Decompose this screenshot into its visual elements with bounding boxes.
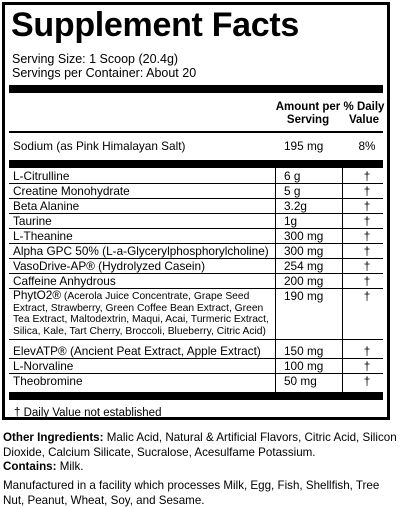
ingredient-row	[9, 344, 383, 359]
ingredient-dv: †	[363, 374, 371, 388]
ingredient-amount: 300 mg	[284, 244, 324, 258]
ingredient-row	[9, 199, 383, 214]
ingredient-row	[9, 359, 383, 374]
panel-title: Supplement Facts	[11, 6, 300, 44]
ingredient-name: L-Theanine	[13, 229, 73, 243]
ingredient-dv: †	[363, 184, 371, 198]
ingredient-name: Caffeine Anhydrous	[13, 274, 116, 288]
ingredient-dv: †	[363, 344, 371, 358]
ingredient-amount: 6 g	[284, 169, 301, 183]
ingredient-name: Alpha GPC 50% (L-a-Glycerylphosphorylcholine)	[13, 244, 269, 258]
ingredient-dv: †	[363, 359, 371, 373]
ingredient-dv: †	[363, 274, 371, 288]
ingredient-row	[9, 274, 383, 289]
ingredient-amount: 190 mg	[284, 289, 324, 303]
other-ingredients-label: Other Ingredients:	[3, 431, 104, 444]
thick-rule	[9, 85, 383, 93]
ingredient-name: VasoDrive-AP® (Hydrolyzed Casein)	[13, 259, 206, 273]
ingredient-dv: †	[363, 244, 371, 258]
supplement-facts-panel	[2, 2, 390, 420]
ingredient-row	[9, 244, 383, 259]
ingredient-row	[9, 229, 383, 244]
ingredient-name: L-Citrulline	[13, 169, 70, 183]
ingredient-amount: 3.2g	[284, 199, 307, 213]
ingredient-amount: 300 mg	[284, 229, 324, 243]
sodium-row	[9, 139, 383, 155]
other-ingredients	[3, 430, 398, 460]
ingredient-name: ElevATP® (Ancient Peat Extract, Apple Extract)	[13, 344, 261, 358]
ingredient-row	[9, 214, 383, 229]
nutrient-dv: 8%	[358, 139, 376, 153]
contains-label: Contains:	[3, 460, 57, 473]
ingredient-amount: 254 mg	[284, 259, 324, 273]
serving-size: Serving Size: 1 Scoop (20.4g)	[12, 52, 179, 66]
header-rule	[9, 131, 383, 133]
ingredient-dv: †	[363, 289, 371, 303]
ingredient-row	[9, 289, 383, 340]
ingredient-name: PhytO2® (Acerola Juice Concentrate, Grape Seed Extract, Strawberry, Green Coffee Bean Extract, Green Tea Extract, Maltodextrin, Maqui, Acai, Turmeric Extract, Silica, Kale, Tart Cherry, Broccoli, Blueberry, Citric Acid)	[13, 288, 269, 337]
contains-text: Milk.	[56, 460, 84, 473]
amount-header: Amount per Serving	[275, 101, 341, 126]
ingredient-row	[9, 169, 383, 184]
ingredient-dv: †	[363, 169, 371, 183]
ingredient-name: Theobromine	[13, 374, 83, 388]
contains	[3, 459, 398, 474]
ingredient-amount: 5 g	[284, 184, 301, 198]
ingredient-amount: 50 mg	[284, 374, 317, 388]
thick-rule	[9, 392, 383, 400]
ingredient-row	[9, 184, 383, 199]
thick-rule	[9, 160, 383, 168]
ingredient-name: Beta Alanine	[13, 199, 80, 213]
ingredient-amount: 200 mg	[284, 274, 324, 288]
ingredient-name: L-Norvaline	[13, 359, 74, 373]
ingredient-dv: †	[363, 214, 371, 228]
nutrient-name: Sodium (as Pink Himalayan Salt)	[13, 139, 186, 153]
ingredient-row	[9, 259, 383, 274]
dv-header: % Daily Value	[343, 101, 385, 126]
nutrient-amount: 195 mg	[284, 139, 324, 153]
ingredient-amount: 150 mg	[284, 344, 324, 358]
servings-per-container: Servings per Container: About 20	[12, 66, 197, 80]
ingredient-dv: †	[363, 259, 371, 273]
ingredient-dv: †	[363, 199, 371, 213]
ingredient-row	[9, 374, 383, 390]
ingredient-name: Taurine	[13, 214, 52, 228]
daily-value-footnote: † Daily Value not established	[14, 407, 162, 419]
ingredient-amount: 1g	[284, 214, 298, 228]
other-ingredients-text: Malic Acid, Natural & Artificial Flavors, Citric Acid, Silicon Dioxide, Calcium Silicate, Sucralose, Acesulfame Potassium.	[3, 431, 397, 459]
ingredient-dv: †	[363, 229, 371, 243]
ingredient-name: Creatine Monohydrate	[13, 184, 130, 198]
facility-statement: Manufactured in a facility which processes Milk, Egg, Fish, Shellfish, Tree Nut, Peanut, Wheat, Soy, and Sesame.	[3, 479, 380, 507]
ingredient-amount: 100 mg	[284, 359, 324, 373]
